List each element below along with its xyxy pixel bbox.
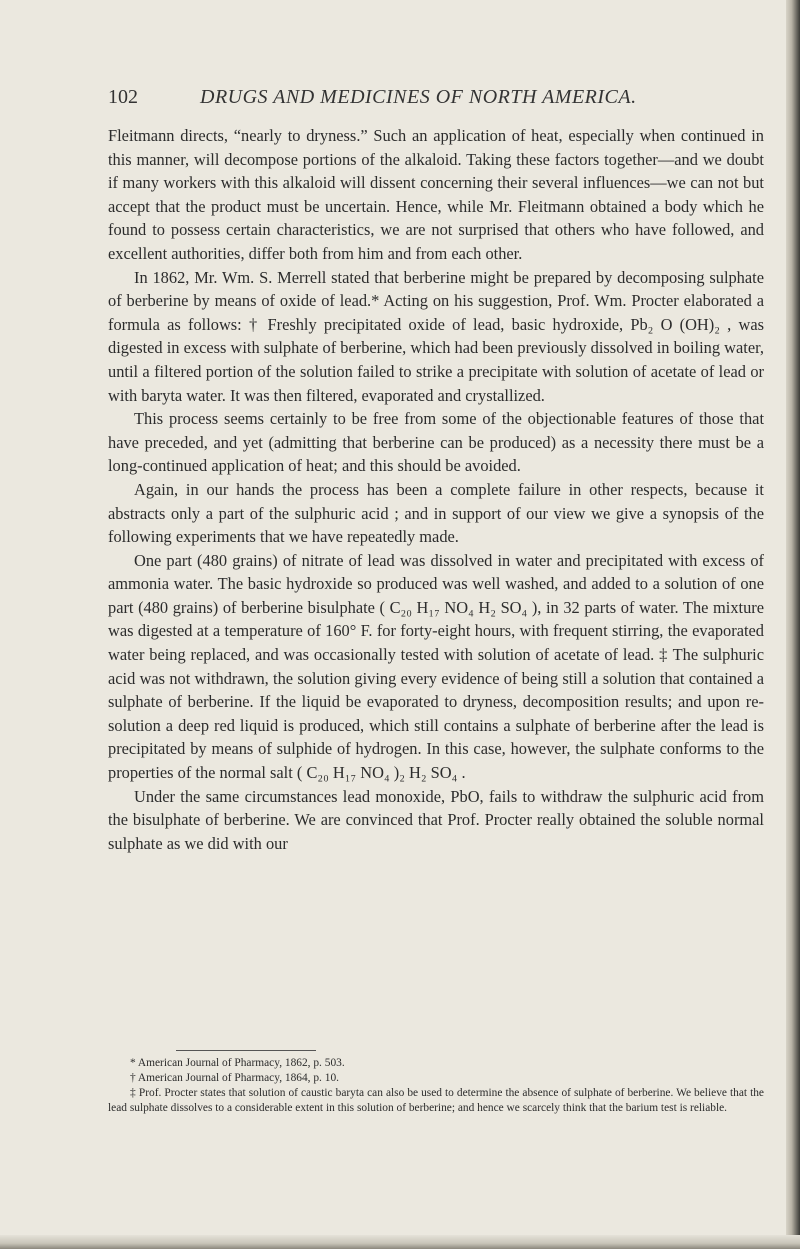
paragraph: Under the same circumstances lead monoxide, PbO, fails to withdraw the sulphuric acid from the bisulphate of berberine. We are convinced that Prof. Procter really obtained the soluble normal sulphate as we did with our xyxy=(108,786,764,853)
page-bottom-edge xyxy=(0,1235,800,1249)
page-header xyxy=(108,86,748,118)
body-text xyxy=(108,124,764,855)
paragraph: Again, in our hands the process has been a complete failure in other respects, because it abstracts only a part of the sulphuric acid ; and in support of our view we give a synopsis of the following experiments that we have repeatedly made. xyxy=(108,479,764,547)
paragraph: Fleitmann directs, “nearly to dryness.” Such an application of heat, especially when continued in this manner, will decompose portions of the alkaloid. Taking these factors together—and we doubt if many workers with this alkaloid will dissent concerning their several influences—we can not but accept that the product must be uncertain. Hence, while Mr. Fleitmann obtained a body which he found to possess certain characteristics, we are not surprised that others who have followed, and excellent authorities, differ both from him and from each other. xyxy=(108,126,764,263)
page-number: 102 xyxy=(108,86,138,108)
footnote: † American Journal of Pharmacy, 1864, p. 10. xyxy=(130,1072,339,1084)
paragraph: In 1862, Mr. Wm. S. Merrell stated that berberine might be prepared by decomposing sulphate of berberine by means of oxide of lead.* Acting on his suggestion, Prof. Wm. Procter elaborated a formula as follows: † Freshly precipitated oxide of lead, basic hydroxide, Pb₂ O (OH)₂ , was digested in excess with sulphate of berberine, which had been previously dissolved in boiling water, until a filtered portion of the solution failed to strike a precipitate with solution of acetate of lead or with baryta water. It was then filtered, evaporated and crystallized. xyxy=(108,267,764,405)
page-edge-shadow xyxy=(786,0,800,1249)
footnote-rule xyxy=(176,1050,316,1051)
footnotes xyxy=(108,1056,764,1116)
running-head: DRUGS AND MEDICINES OF NORTH AMERICA. xyxy=(200,86,637,108)
footnote: * American Journal of Pharmacy, 1862, p. 503. xyxy=(130,1057,345,1069)
paragraph: One part (480 grains) of nitrate of lead was dissolved in water and precipitated with excess of ammonia water. The basic hydroxide so produced was well washed, and added to a solution of one part (480 grains) of berberine bisulphate ( C₂₀ H₁₇ NO₄ H₂ SO₄ ), in 32 parts of water. The mixture was digested at a temperature of 160° F. for forty-eight hours, with frequent stirring, the evaporated water being replaced, and was occasionally tested with solution of acetate of lead. ‡ The sulphuric acid was not withdrawn, the solution giving every evidence of being still a solution that contained a sulphate of berberine. If the liquid be evaporated to dryness, decomposition results; and upon re-solution a deep red liquid is produced, which still contains a sulphate of berberine after the lead is precipitated by means of sulphide of hydrogen. In this case, however, the sulphate conforms to the properties of the normal salt ( C₂₀ H₁₇ NO₄ )₂ H₂ SO₄ . xyxy=(108,550,764,783)
paragraph: This process seems certainly to be free from some of the objectionable features of those that have preceded, and yet (admitting that berberine can be produced) as a necessity there must be a long-continued application of heat; and this should be avoided. xyxy=(108,409,764,476)
footnote: ‡ Prof. Procter states that solution of caustic baryta can also be used to determine the absence of sulphate of berberine. We believe that the lead sulphate dissolves to a considerable extent in this solution of berberine; and hence we scarcely think that the barium test is reliable. xyxy=(108,1087,764,1114)
